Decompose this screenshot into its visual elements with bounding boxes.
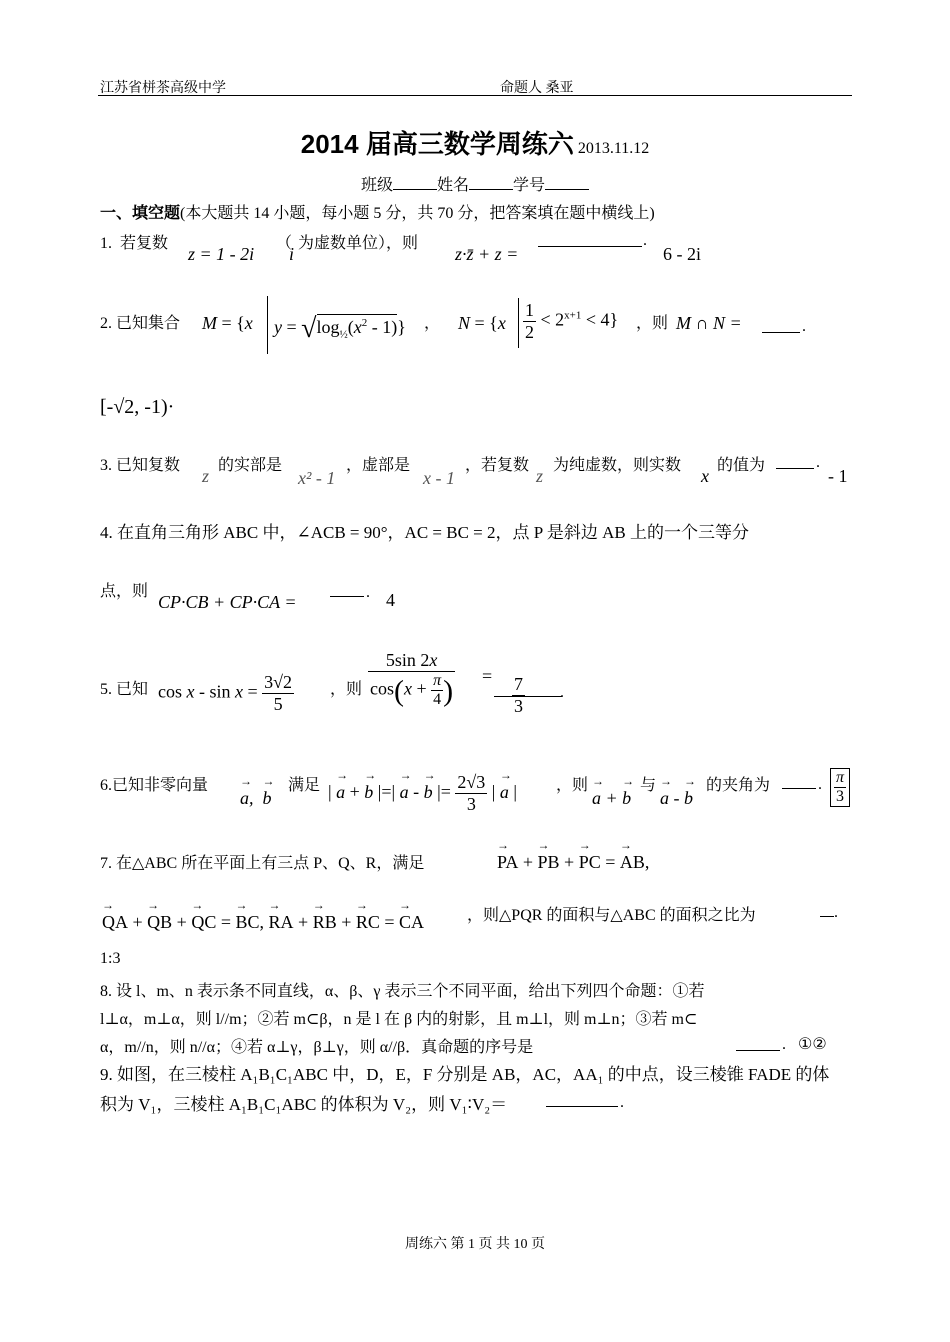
q8-period: . [782,1036,786,1053]
number-blank[interactable] [545,175,589,190]
class-blank[interactable] [393,175,437,190]
q2-period: . [802,318,806,335]
class-label: 班级 [360,177,393,194]
q1-expr2: z·z̄ + z = [455,244,519,264]
header-rule [98,95,852,96]
q1-period: . [643,232,647,249]
q3-text-d: ，若复数 [465,457,530,474]
q1-expr: z = 1 - 2i [188,244,255,264]
question-3 [100,452,180,475]
q6-sum: → a + → b [592,788,631,809]
q2-sqrt-expr: $y = √\log_{\frac{1}{2}}(x^2 - 1)$} [274,313,406,344]
q7-answer-blank[interactable] [820,902,834,917]
name-blank[interactable] [469,175,513,190]
q1-text: 若复数 [120,235,169,252]
q5-answer-blank[interactable] [494,682,562,697]
q7-condition-1: → PA + → PB + → PC = → AB, [497,852,649,873]
q4-period: . [366,584,370,601]
q2-bar-1 [267,296,268,354]
q6-period: . [818,776,822,793]
q6-condition: | → a + → b |=| → a - → b |= $\frac{2√3}{3}$ | → a | [328,772,517,815]
q1-answer-blank[interactable] [538,232,642,247]
q7-line2-end: ，则△PQR 的面积与△ABC 的面积之比为 [467,907,756,924]
q3-text-b: 的实部是 [218,457,283,474]
title-date: 2013.11.12 [577,140,650,157]
section-heading [100,200,655,223]
number-label: 学号 [513,177,546,194]
q3-text-f: 的值为 [717,457,766,474]
q3-answer-blank[interactable] [776,454,814,469]
q5-answer-den: 3 [514,696,523,716]
q5-text-a: 已知 [116,681,149,698]
question-1 [100,230,168,253]
question-9-line1: 9. 如图，在三棱柱 A₁B₁C₁ABC 中，D，E，F 分别是 AB，AC，AA₁ 的中点，设三棱锥 FADE 的体 [100,1065,830,1084]
q3-text-e: 为纯虚数，则实数 [553,457,682,474]
q1-number: 1. [100,235,112,252]
q2-text: 已知集合 [116,315,181,332]
question-7: 7. 在△ABC 所在平面上有三点 P、Q、R，满足 [100,855,425,872]
q6-diff: → a - → b [660,788,693,809]
q2-set-n: N = {x [458,313,506,333]
q5-period: . [560,684,564,701]
q8-answer: ①② [798,1036,827,1053]
q4-answer-blank[interactable] [330,582,364,597]
q8-answer-blank[interactable] [736,1036,780,1051]
student-fields [0,172,950,195]
q3-number: 3. [100,457,112,474]
q9-period: . [620,1094,624,1111]
q6-text-d: 与 [640,777,657,794]
question-4-line2: 点，则 [100,583,149,600]
q7-answer: 1:3 [100,950,121,967]
q2-then: ，则 [636,315,669,332]
question-8-line1: 8. 设 l、m、n 表示条不同直线，α、β、γ 表示三个不同平面，给出下列四个命题：①若 [100,983,705,1000]
q1-i: i [289,244,295,264]
q5-answer-num: 7 [514,674,523,694]
q2-answer: [-√2, -1)· [100,396,175,418]
q1-text-c: 为虚数单位），则 [298,235,419,252]
header-school: 江苏省栟茶高级中学 [100,81,226,96]
q3-z: z [202,466,210,486]
q5-then: ，则 [330,681,363,698]
q6-answer-box: $\frac{\pi}{3}$ [830,768,850,807]
question-8-line2: l⊥α，m⊥α，则 l//m；②若 m⊂β，n 是 l 在 β 内的射影，且 m⊥l，则 m⊥n；③若 m⊂ [100,1011,698,1028]
q6-number: 6. [100,777,112,794]
q1-answer: 6 - 2i [663,244,701,264]
q2-set-m: M = {x [202,313,253,333]
q9-answer-blank[interactable] [546,1092,618,1107]
q6-vectors: → a, → b [240,788,272,809]
q3-text-c: ，虚部是 [346,457,411,474]
q3-z2: z [536,466,544,486]
question-6 [100,772,208,795]
q2-comma: ， [424,315,441,332]
q5-eq: = [482,666,493,686]
page-footer: 周练六 第 1 页 共 10 页 [405,1237,545,1252]
q2-number: 2. [100,315,112,332]
q2-bar-2 [518,298,519,348]
q2-ineq: $\frac{1}{2}$ < $2^{x+1} < 4$} [525,300,619,342]
question-4: 4. 在直角三角形 ABC 中，∠ACB = 90°，AC = BC = 2，点 P 是斜边 AB 上的一个三等分 [100,523,749,542]
q3-period: . [816,454,820,471]
q3-real: x² - 1 [298,468,336,488]
question-2 [100,310,180,333]
q6-answer-blank[interactable] [782,774,816,789]
q4-expr: CP·CB + CP·CA = [158,592,297,612]
q2-answer-blank[interactable] [762,318,800,333]
q6-text-a: 已知非零向量 [112,777,209,794]
section-title: 一、填空题 [100,205,181,222]
question-5 [100,676,148,699]
q2-expr-end: M ∩ N = [676,313,742,333]
name-label: 姓名 [436,177,469,194]
q7-condition-2: → QA + → QB + → QC = → BC, → RA + → RB + → RC = → CA [102,912,424,933]
q6-text-b: 满足 [288,777,321,794]
question-9-line2: 积为 V₁，三棱柱 A₁B₁C₁ABC 的体积为 V₂，则 V₁∶V₂＝ [100,1095,508,1114]
q3-text-a: 已知复数 [116,457,181,474]
q6-text-c: ，则 [556,777,589,794]
q5-answer [512,674,525,717]
q6-text-e: 的夹角为 [706,777,771,794]
title-main: 2014 届高三数学周练六 [300,129,574,159]
q3-imag: x - 1 [423,468,455,488]
q7-period: . [834,904,838,921]
q5-number: 5. [100,681,112,698]
page-title [0,124,950,161]
header-author: 命题人 桑亚 [500,81,574,96]
q5-target: 5sin 2x cos(x + $\frac{\pi}{4}$ ) [370,650,454,708]
question-8-line3: α，m//n，则 n//α；④若 α⊥γ，β⊥γ，则 α//β．真命题的序号是 [100,1039,534,1056]
q4-answer: 4 [386,590,395,610]
q3-answer: - 1 [828,466,848,486]
q3-x: x [701,466,709,486]
q5-given: cos x - sin x = $\frac{3√2}{5}$ [158,672,293,714]
q1-paren: （ [276,235,293,252]
section-instructions: (本大题共 14 小题，每小题 5 分，共 70 分，把答案填在题中横线上) [180,205,655,222]
